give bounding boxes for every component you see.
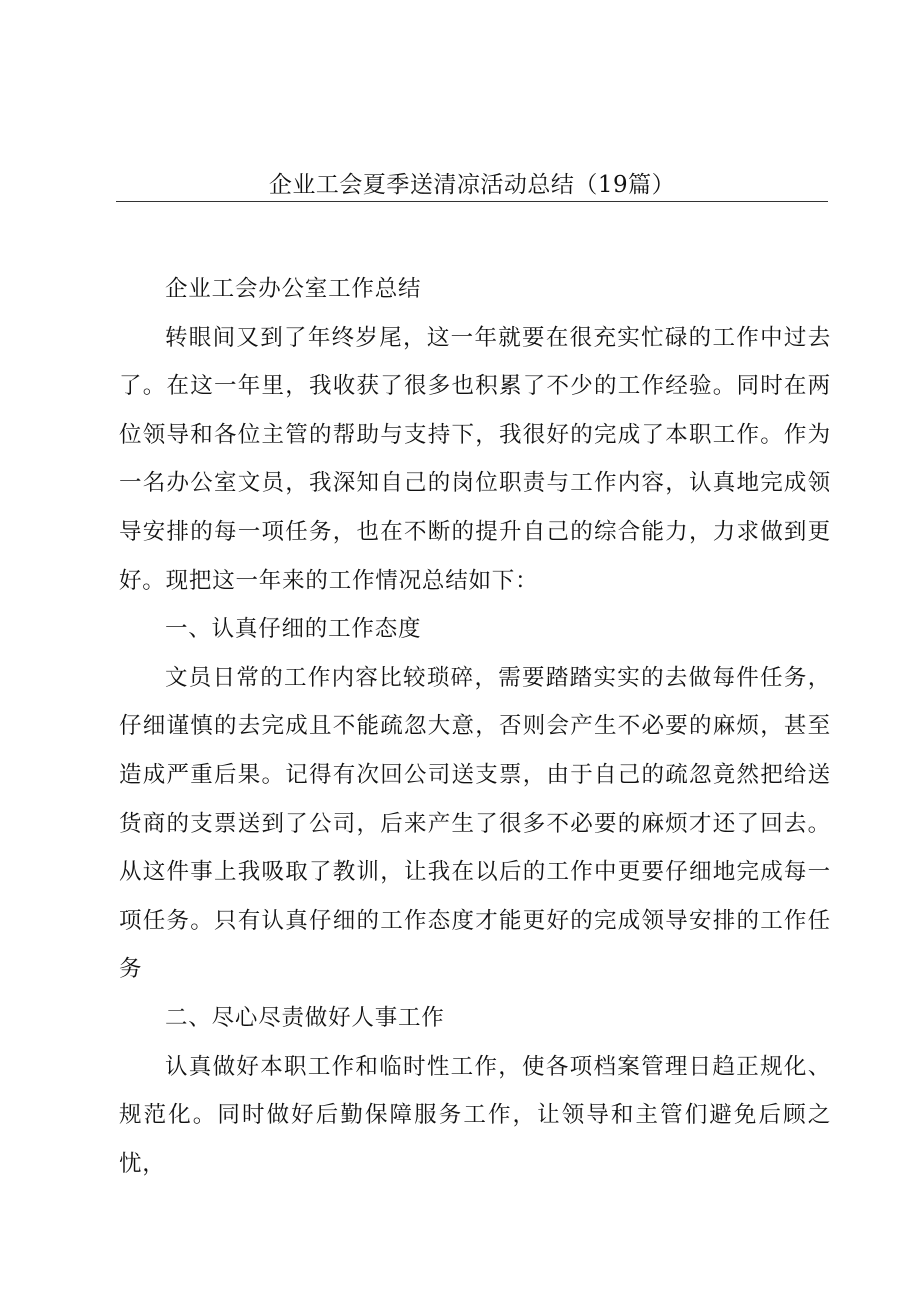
section-paragraph-1: 文员日常的工作内容比较琐碎，需要踏踏实实的去做每件任务，仔细谨慎的去完成且不能疏忽大意，否则会产生不必要的麻烦，甚至造成严重后果。记得有次回公司送支票，由于自己的疏忽竟然把给送货商的支票送到了公司，后来产生了很多不必要的麻烦才还了回去。从这件事上我吸取了教训，让我在以后的工作中更要仔细地完成每一项任务。只有认真仔细的工作态度才能更好的完成领导安排的工作任务	[119, 664, 831, 983]
section-heading-1: 一、认真仔细的工作态度	[165, 616, 422, 643]
title-underline	[116, 201, 828, 202]
document-title: 企业工会夏季送清凉活动总结（19篇）	[268, 172, 676, 198]
document-body	[119, 265, 831, 1188]
intro-paragraph: 转眼间又到了年终岁尾，这一年就要在很充实忙碌的工作中过去了。在这一年里，我收获了很多也积累了不少的工作经验。同时在两位领导和各位主管的帮助与支持下，我很好的完成了本职工作。作为一名办公室文员，我深知自己的岗位职责与工作内容，认真地完成领导安排的每一项任务，也在不断的提升自己的综合能力，力求做到更好。现把这一年来的工作情况总结如下：	[119, 324, 831, 594]
section-paragraph-2: 认真做好本职工作和临时性工作，使各项档案管理日趋正规化、规范化。同时做好后勤保障服务工作，让领导和主管们避免后顾之忧，	[119, 1053, 831, 1177]
section-heading-2: 二、尽心尽责做好人事工作	[165, 1004, 445, 1031]
document-subtitle: 企业工会办公室工作总结	[165, 276, 422, 302]
